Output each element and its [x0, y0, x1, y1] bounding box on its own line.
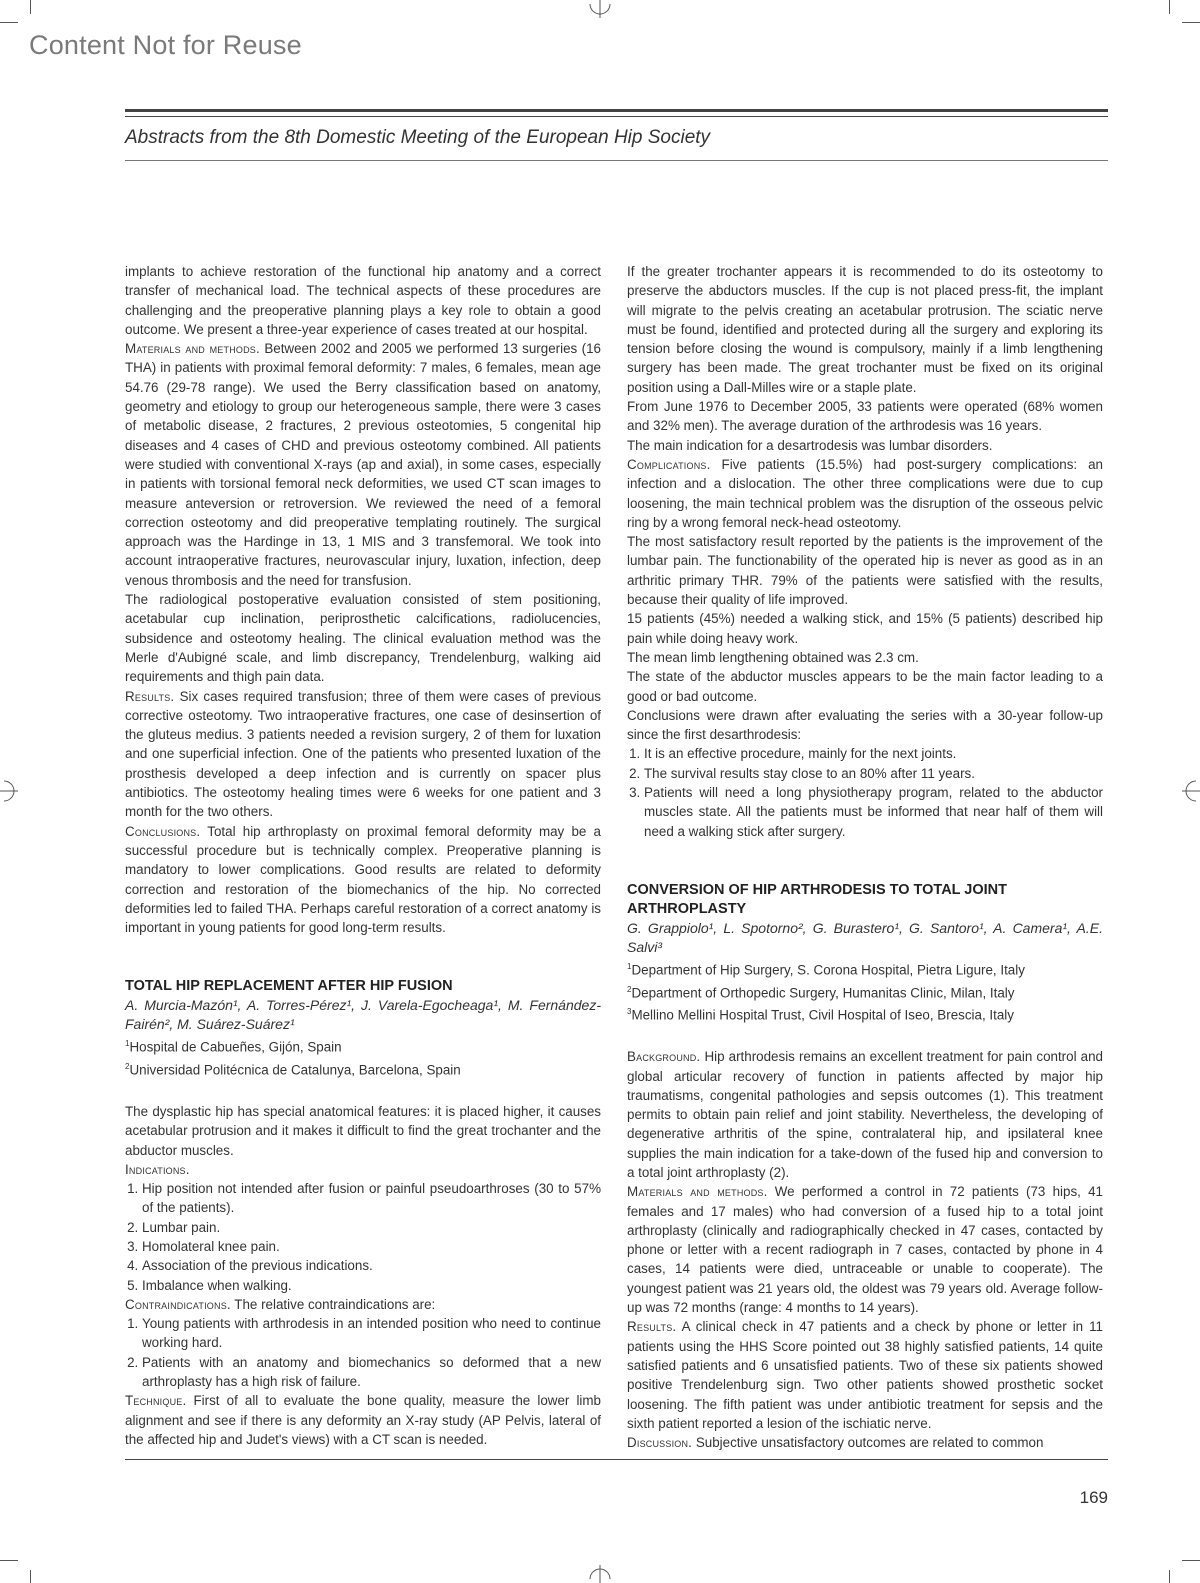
authors: G. Grappiolo¹, L. Spotorno², G. Burastero¹, G. Santoro¹, A. Camera¹, A.E. Salvi³	[627, 919, 1103, 955]
watermark: Content Not for Reuse	[29, 30, 302, 60]
paragraph-text: Hip arthrodesis remains an excellent treatment for pain control and global articular recovery of function in patients affected by major hip traumatisms, congenital pathologies and sepsis outcomes (1). This treatment permits to obtain pain relief and joint stability. Nevertheless, the developing of degenerative arthritis of the spine, contralateral hip, and ipsilateral knee supplies the main indication for a take-down of the fused hip and conversion to a total joint arthroplasty (2).	[627, 1049, 1103, 1180]
authors: A. Murcia-Mazón¹, A. Torres-Pérez¹, J. Varela-Egocheaga¹, M. Fernández-Fairén², M. Suárez-Suárez¹	[125, 997, 601, 1033]
paragraph-text: A clinical check in 47 patients and a check by phone or letter in 11 patients using the HHS Score pointed out 38 highly satisfied patients, 14 quite satisfied patients and 6 unsatisfied patients. Two of these six patients showed positive Trendelenburg sign. Two other patients showed prosthetic socket loosening. The fifth patient was under antibiotic treatment for sepsis and the sixth patient reported a lesion of the ischiatic nerve.	[627, 1319, 1103, 1431]
paragraph: The most satisfactory result reported by the patients is the improvement of the lumbar pain. The functionability of the operated hip is never as good as in an arthritic primary THR. 79% of the patients were satisfied with the results, because their quality of life improved.	[627, 534, 1103, 608]
paragraph	[627, 1433, 1103, 1452]
list-item: 1. Young patients with arthrodesis in an intended position who need to continue working hard.	[142, 1314, 601, 1353]
section-label: Indications.	[125, 1161, 190, 1177]
crop-mark	[30, 0, 31, 14]
paragraph-text: Total hip arthroplasty on proximal femoral deformity may be a successful procedure but is technically complex. Preoperative planning is mandatory to lower complications. Good results are related to deformity correction and restoration of the biomechanics of the hip. No corrected deformities led to failed THA. Perhaps careful restoration of a correct anatomy is important in young patients for good long-term results.	[125, 823, 601, 936]
affiliation: $^1$Department of Hip Surgery, S. Corona Hospital, Pietra Ligure, Italy	[627, 961, 1025, 978]
section-label: Technique.	[125, 1393, 187, 1409]
crop-mark	[0, 22, 18, 23]
paragraph: The state of the abductor muscles appears to be the main factor leading to a good or bad outcome.	[627, 669, 1103, 704]
spacer	[125, 1080, 601, 1102]
paragraph: If the greater trochanter appears it is recommended to do its osteotomy to preserve the abductors muscles. If the cup is not placed press-fit, the implant will migrate to the pelvis creating an acetabular protrusion. The sciatic nerve must be found, identified and protected during all the surgery and exploring its tension before closing the wound is compulsory, mainly if a limb lengthening surgery has been made. The great trochanter must be fixed on its original position using a Dall-Milles wire or a staple plate.	[627, 264, 1103, 395]
left-column	[125, 262, 601, 1449]
paragraph	[627, 455, 1103, 532]
crop-mark	[0, 1560, 18, 1561]
conclusions-list	[627, 744, 1103, 840]
paragraph-text: We performed a control in 72 patients (73 hips, 41 females and 17 males) who had conversion of a fused hip to a total joint arthroplasty (clinically and radiographically checked in 47 cases, contacted by phone or letter with a recent radiograph in 7 cases, contacted by phone in 4 cases, 14 patients were died, untraceable or unable to cooperate). The youngest patient was 21 years old, the oldest was 79 years old. Average follow-up was 72 months (range: 4 months to 14 years).	[627, 1184, 1103, 1316]
section-label: Results.	[627, 1319, 677, 1335]
section-label: Materials and methods.	[125, 341, 260, 357]
list-item: 2. Lumbar pain.	[142, 1218, 601, 1237]
section-label: Conclusions.	[125, 823, 201, 839]
crop-mark	[1169, 0, 1170, 14]
list-item: 5. Imbalance when walking.	[142, 1276, 601, 1295]
registration-mark-bottom	[588, 1565, 612, 1583]
registration-mark-left	[0, 779, 18, 803]
crop-mark	[1182, 1560, 1200, 1561]
spacer	[125, 937, 601, 977]
header-rule-thin	[125, 116, 1108, 117]
crop-mark	[1182, 22, 1200, 23]
paragraph	[125, 1160, 601, 1179]
paragraph	[125, 339, 601, 590]
paragraph: The radiological postoperative evaluation consisted of stem positioning, acetabular cup inclination, periprosthetic calcifications, radiolucencies, subsidence and osteotomy healing. The clinical evaluation method was the Merle d'Aubigné scale, and limb discrepancy, Trendelenburg, walking aid requirements and thigh pain data.	[125, 592, 601, 685]
paragraph: Conclusions were drawn after evaluating the series with a 30-year follow-up since the first desarthrodesis:	[627, 707, 1103, 743]
paragraph-text: First of all to evaluate the bone quality, measure the lower limb alignment and see if there is any deformity an X-ray study (AP Pelvis, lateral of the affected hip and Judet's views) with a CT scan is needed.	[125, 1393, 601, 1447]
paragraph	[627, 1317, 1103, 1433]
paragraph-text: Six cases required transfusion; three of them were cases of previous corrective osteotomy. Two intraoperative fractures, one case of desinsertion of the gluteus medius. 3 patients needed a revision surgery, 2 of them for luxation and one superficial infection. One of the patients who presented luxation of the prosthesis developed a deep infection and is currently on spacer plus antibiotics. The osteotomy healing times were 6 weeks for one patient and 3 month for the two others.	[125, 688, 601, 820]
paragraph	[125, 822, 601, 938]
affiliation: $^2$Universidad Politécnica de Catalunya, Barcelona, Spain	[125, 1062, 461, 1078]
list-item: 2. Patients with an anatomy and biomechanics so deformed that a new arthroplasty has a high risk of failure.	[142, 1353, 601, 1392]
abstract-title: TOTAL HIP REPLACEMENT AFTER HIP FUSION	[125, 978, 453, 995]
section-label: Contraindications.	[125, 1296, 231, 1312]
spacer	[627, 1025, 1103, 1047]
paragraph: implants to achieve restoration of the functional hip anatomy and a correct transfer of mechanical load. The technical aspects of these procedures are challenging and the preoperative planning plays a key role to obtain a good outcome. We present a three-year experience of cases treated at our hospital.	[125, 264, 601, 337]
crop-mark	[30, 1570, 31, 1583]
affiliation: $^1$Hospital de Cabueñes, Gijón, Spain	[125, 1039, 342, 1055]
section-label: Complications.	[627, 456, 711, 472]
section-label: Background.	[627, 1049, 701, 1065]
list-item: 1. It is an effective procedure, mainly for the next joints.	[644, 744, 1103, 763]
list-item: 3. Homolateral knee pain.	[142, 1237, 601, 1256]
abstract-title: CONVERSION OF HIP ARTHRODESIS TO TOTAL JOINT ARTHROPLASTY	[627, 881, 1007, 917]
paragraph: From June 1976 to December 2005, 33 patients were operated (68% women and 32% men). The average duration of the arthrodesis was 16 years.	[627, 399, 1103, 434]
paragraph: 15 patients (45%) needed a walking stick, and 15% (5 patients) described hip pain while doing heavy work.	[627, 611, 1103, 646]
paragraph-text: Subjective unsatisfactory outcomes are related to common	[692, 1435, 1044, 1451]
header-rule-thick	[125, 109, 1108, 112]
contraindications-list	[125, 1314, 601, 1391]
page-number: 169	[1079, 1488, 1108, 1507]
header-rule-bottom	[125, 160, 1108, 161]
running-head: Abstracts from the 8th Domestic Meeting of the European Hip Society	[125, 127, 711, 148]
paragraph	[627, 1182, 1103, 1317]
section-label: Materials and methods.	[627, 1184, 768, 1200]
spacer	[627, 841, 1103, 881]
affiliation: $^2$Department of Orthopedic Surgery, Humanitas Clinic, Milan, Italy	[627, 984, 1015, 1001]
right-column	[627, 262, 1103, 1452]
paragraph	[125, 1295, 601, 1314]
section-label: Results.	[125, 688, 175, 704]
registration-mark-right	[1182, 779, 1200, 803]
paragraph	[125, 1391, 601, 1449]
list-item: 1. Hip position not intended after fusion or painful pseudoarthroses (30 to 57% of the patients).	[142, 1179, 601, 1218]
footer-rule	[125, 1459, 1108, 1460]
paragraph-text: Between 2002 and 2005 we performed 13 surgeries (16 THA) in patients with proximal femoral deformity: 7 males, 6 females, mean age 54.76 (29-78 range). We used the Berry classification based on anatomy, geometry and etiology to group our heterogeneous sample, there were 3 cases of metabolic disease, 2 fractures, 2 previous osteotomies, 5 congenital hip diseases and 4 cases of CHD and previous osteotomy combined. All patients were studied with conventional X-rays (ap and axial), in some cases, especially in patients with torsional femoral neck deformities, we used CT scan images to measure anteversion or retroversion. We reviewed the need of a femoral correction osteotomy and did preoperative templating routinely. The surgical approach was the Hardinge in 13, 1 MIS and 3 transfemoral. We took into account intraoperative fractures, neurovascular injury, luxation, infection, deep venous thrombosis and the need for transfusion.	[125, 341, 601, 588]
registration-mark-top	[588, 0, 612, 18]
paragraph-text: Five patients (15.5%) had post-surgery complications: an infection and a dislocation. The other three complications were due to cup loosening, the main technical problem was the disruption of the osseous pelvic ring by a wrong femoral neck-head osteotomy.	[627, 456, 1103, 530]
list-item: 4. Association of the previous indications.	[142, 1256, 601, 1275]
paragraph: The dysplastic hip has special anatomical features: it is placed higher, it causes acetabular protrusion and it makes it difficult to find the great trochanter and the abductor muscles.	[125, 1103, 601, 1158]
section-label: Discussion.	[627, 1435, 693, 1451]
paragraph	[125, 687, 601, 822]
paragraph	[627, 1047, 1103, 1182]
paragraph-text: The relative contraindications are:	[230, 1296, 436, 1312]
indications-list	[125, 1179, 601, 1295]
list-item: 2. The survival results stay close to an 80% after 11 years.	[644, 764, 1103, 783]
paragraph: The main indication for a desartrodesis was lumbar disorders.	[627, 437, 993, 453]
crop-mark	[1169, 1570, 1170, 1583]
affiliation: $^3$Mellino Mellini Hospital Trust, Civil Hospital of Iseo, Brescia, Italy	[627, 1007, 1014, 1023]
paragraph: The mean limb lengthening obtained was 2.3 cm.	[627, 649, 919, 665]
list-item: 3. Patients will need a long physiotherapy program, related to the abductor muscles state. All the patients must be informed that near half of them will need a walking stick after surgery.	[644, 783, 1103, 841]
